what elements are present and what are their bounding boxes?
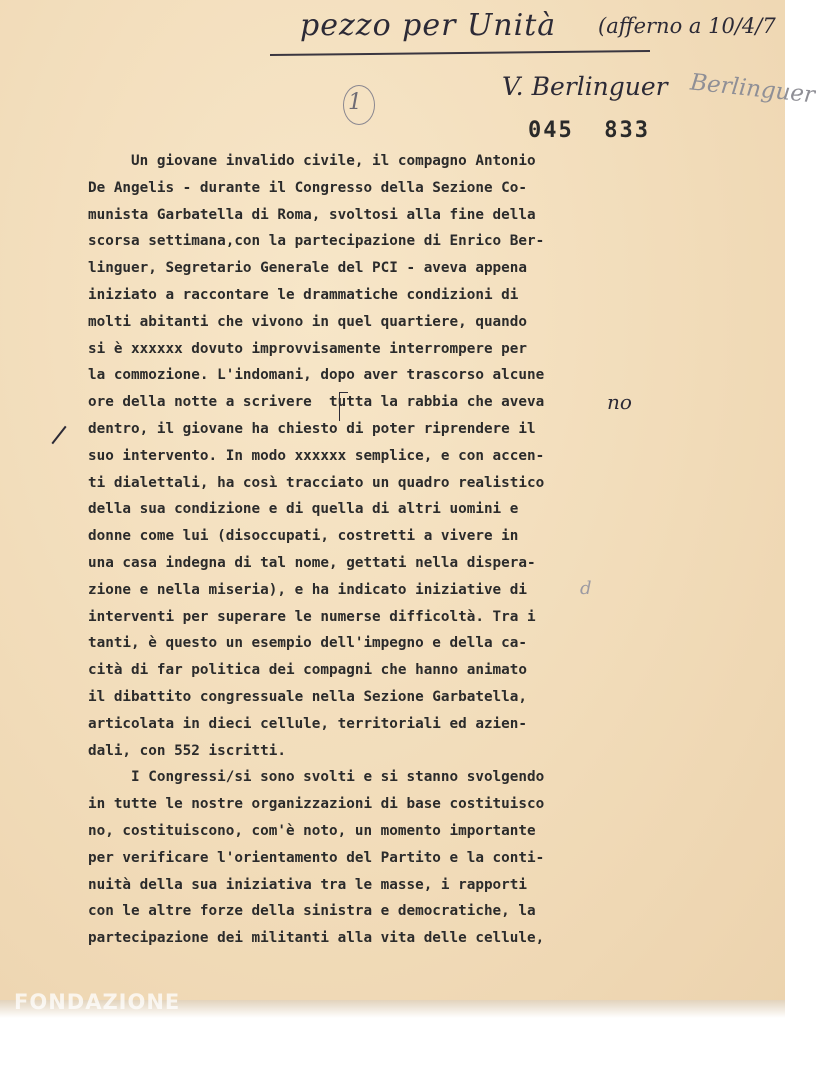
text-line: dentro, il giovane ha chiesto di poter riprendere il <box>88 420 536 437</box>
text-line: articolata in dieci cellule, territoriali ed azien- <box>88 715 527 732</box>
text-line: munista Garbatella di Roma, svoltosi alla fine della <box>88 206 536 223</box>
text-line: interventi per superare le numerse difficoltà. Tra i <box>88 608 536 625</box>
text-line: nuità della sua iniziativa tra le masse, i rapporti <box>88 876 527 893</box>
text-line: zione e nella miseria), e ha indicato iniziative di <box>88 581 527 598</box>
text-line: partecipazione dei militanti alla vita delle cellule, <box>88 930 545 947</box>
handwritten-author-note: V. Berlinguer <box>502 72 668 101</box>
text-line: Un giovane invalido civile, il compagno Antonio <box>88 153 536 169</box>
text-line: no, costituiscono, com'è noto, un momento importante <box>88 822 536 839</box>
text-line: De Angelis - durante il Congresso della Sezione Co- <box>88 179 527 196</box>
text-line: in tutte le nostre organizzazioni di base costituisco <box>88 796 545 813</box>
text-line: la commozione. L'indomani, dopo aver trascorso alcune <box>88 367 545 384</box>
text-line: donne come lui (disoccupati, costretti a vivere in <box>88 528 519 545</box>
text-line: iniziato a raccontare le drammatiche condizioni di <box>88 286 519 303</box>
text-line: per verificare l'orientamento del Partito e la conti- <box>88 849 545 866</box>
handwritten-title-note: pezzo per Unità <box>300 8 557 43</box>
text-line: dali, con 552 iscritti. <box>88 742 286 759</box>
text-line: scorsa settimana,con la partecipazione di Enrico Ber- <box>88 233 545 250</box>
page-number: 1 <box>348 90 362 115</box>
text-line: molti abitanti che vivono in quel quartiere, quando <box>88 313 527 330</box>
margin-handwritten-letter: d <box>580 578 592 599</box>
text-line: suo intervento. In modo xxxxxx semplice, e con accen- <box>88 447 545 464</box>
text-line: I Congressi/si sono svolti e si stanno svolgendo <box>88 769 545 786</box>
text-line: si è xxxxxx dovuto improvvisamente interrompere per <box>88 340 527 357</box>
text-line: cità di far politica dei compagni che hanno animato <box>88 662 527 679</box>
handwritten-author-note-faint: Berlinguer <box>688 69 816 109</box>
insertion-bracket <box>339 392 348 421</box>
handwritten-date-note: (afferno a 10/4/7 <box>598 14 776 38</box>
document-code: 045 833 <box>528 118 650 143</box>
margin-handwritten-word: no <box>607 390 632 414</box>
text-line: linguer, Segretario Generale del PCI - aveva appena <box>88 260 527 277</box>
text-line: con le altre forze della sinistra e democratiche, la <box>88 903 536 920</box>
watermark: FONDAZIONE <box>14 990 181 1014</box>
text-line: della sua condizione e di quella di altri uomini e <box>88 501 519 518</box>
text-line: ti dialettali, ha così tracciato un quadro realistico <box>88 474 545 491</box>
text-line: una casa indegna di tal nome, gettati nella dispera- <box>88 554 536 571</box>
text-line: ore della notte a scrivere tutta la rabbia che aveva <box>88 394 545 411</box>
text-line: il dibattito congressuale nella Sezione Garbatella, <box>88 688 527 705</box>
text-line: tanti, è questo un esempio dell'impegno e della ca- <box>88 635 527 652</box>
typed-body-text <box>88 148 728 952</box>
